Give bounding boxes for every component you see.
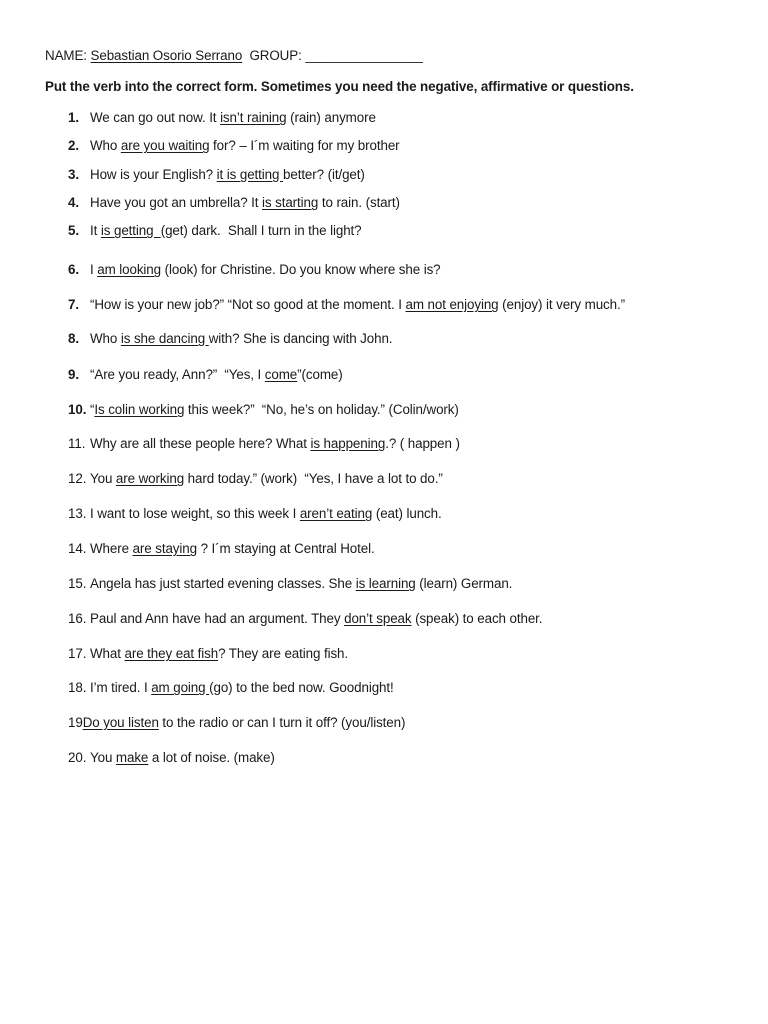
name-group-header (45, 48, 423, 63)
exercise-item-17 (68, 646, 348, 661)
item-number: 10. (68, 402, 87, 417)
item-rest: for? – I´m waiting for my brother (209, 138, 400, 153)
item-rest: (look) for Christine. Do you know where she is? (161, 262, 441, 277)
item-number: 18. (68, 680, 87, 695)
exercise-item-14 (68, 541, 375, 556)
item-answer: is learning (355, 576, 416, 591)
exercise-item-20 (68, 750, 275, 765)
item-rest: ? I´m staying at Central Hotel. (196, 541, 375, 556)
item-number: 1. (68, 110, 79, 125)
item-rest: with? She is dancing with John. (208, 331, 393, 346)
exercise-item-18 (68, 680, 394, 695)
item-number: 8. (68, 331, 79, 346)
item-rest: a lot of noise. (make) (148, 750, 275, 765)
item-rest: (eat) lunch. (372, 506, 442, 521)
item-answer: are they eat fish (124, 646, 219, 661)
item-rest: to the radio or can I turn it off? (you/listen) (158, 715, 406, 730)
item-rest: (enjoy) it very much.” (498, 297, 625, 312)
item-prompt: I want to lose weight, so this week I (90, 506, 300, 521)
item-answer: aren’t eating (299, 506, 373, 521)
item-answer: Do you listen (82, 715, 159, 730)
item-prompt: What (90, 646, 125, 661)
item-prompt: You (90, 750, 116, 765)
item-answer: am going (151, 680, 210, 695)
item-prompt: We can go out now. It (90, 110, 221, 125)
exercise-item-6 (68, 262, 441, 277)
item-prompt: I (90, 262, 98, 277)
item-answer: am looking (97, 262, 162, 277)
student-name: Sebastian Osorio Serrano (90, 48, 243, 63)
item-number: 17. (68, 646, 87, 661)
item-prompt: How is your English? (90, 167, 217, 182)
exercise-item-16 (68, 611, 542, 626)
item-rest: hard today.” (work) “Yes, I have a lot to do.” (184, 471, 443, 486)
exercise-item-13 (68, 506, 442, 521)
group-blank: ________________ (305, 48, 423, 63)
item-answer: are staying (132, 541, 197, 556)
item-rest: (get) dark. Shall I turn in the light? (160, 223, 362, 238)
item-answer: don’t speak (344, 611, 412, 626)
exercise-item-2 (68, 138, 400, 153)
item-answer: is getting (100, 223, 161, 238)
exercise-item-3 (68, 167, 365, 182)
exercise-item-12 (68, 471, 443, 486)
exercise-item-5 (68, 223, 362, 238)
item-rest: .? ( happen ) (385, 436, 460, 451)
item-prompt: “How is your new job?” “Not so good at the moment. I (90, 297, 406, 312)
item-number: 20. (68, 750, 87, 765)
exercise-item-10 (68, 402, 459, 417)
item-prompt: “Are you ready, Ann?” “Yes, I (90, 367, 265, 382)
item-prompt: Have you got an umbrella? It (90, 195, 263, 210)
instructions: Put the verb into the correct form. Sometimes you need the negative, affirmative or questions. (45, 79, 634, 94)
item-number: 2. (68, 138, 79, 153)
item-number: 6. (68, 262, 79, 277)
item-answer: it is getting (216, 167, 283, 182)
item-rest: ”(come) (297, 367, 343, 382)
exercise-item-19 (68, 715, 405, 730)
exercise-item-8 (68, 331, 392, 346)
item-number: 7. (68, 297, 79, 312)
item-prompt: Why are all these people here? What (90, 436, 311, 451)
item-rest: to rain. (start) (318, 195, 400, 210)
exercise-item-9 (68, 367, 343, 382)
exercise-item-11 (68, 436, 460, 451)
item-number: 15. (68, 576, 87, 591)
exercise-item-1 (68, 110, 376, 125)
item-prompt: I’m tired. I (90, 680, 152, 695)
item-number: 19 (68, 715, 83, 730)
exercise-item-7 (68, 297, 625, 312)
item-rest: (rain) anymore (286, 110, 376, 125)
item-number: 11. (68, 436, 86, 451)
item-answer: Is colin working (94, 402, 185, 417)
item-answer: am not enjoying (405, 297, 499, 312)
exercise-item-15 (68, 576, 512, 591)
item-prompt: Angela has just started evening classes. She (90, 576, 356, 591)
item-number: 5. (68, 223, 79, 238)
item-number: 3. (68, 167, 79, 182)
item-number: 9. (68, 367, 79, 382)
exercise-item-4 (68, 195, 400, 210)
item-prompt: Where (90, 541, 133, 556)
item-answer: is happening (310, 436, 386, 451)
item-answer: is she dancing (120, 331, 209, 346)
item-answer: is starting (262, 195, 319, 210)
item-number: 14. (68, 541, 87, 556)
item-prompt: You (90, 471, 116, 486)
item-rest: (speak) to each other. (411, 611, 543, 626)
item-prompt: Paul and Ann have had an argument. They (90, 611, 345, 626)
item-prompt: It (90, 223, 101, 238)
item-answer: are working (115, 471, 185, 486)
item-prompt: Who (90, 331, 121, 346)
item-answer: make (115, 750, 149, 765)
name-label: NAME: (45, 48, 91, 63)
item-number: 16. (68, 611, 87, 626)
item-rest: this week?” “No, he’s on holiday.” (Colin/work) (184, 402, 459, 417)
item-answer: are you waiting (120, 138, 210, 153)
item-prompt: Who (90, 138, 121, 153)
item-rest: better? (it/get) (283, 167, 365, 182)
item-rest: (go) to the bed now. Goodnight! (209, 680, 394, 695)
group-label: GROUP: (242, 48, 306, 63)
item-number: 12. (68, 471, 87, 486)
item-answer: isn’t raining (220, 110, 287, 125)
item-number: 4. (68, 195, 79, 210)
item-rest: (learn) German. (415, 576, 513, 591)
item-rest: ? They are eating fish. (218, 646, 349, 661)
item-answer: come (264, 367, 298, 382)
item-prompt: “ (90, 402, 95, 417)
item-number: 13. (68, 506, 87, 521)
